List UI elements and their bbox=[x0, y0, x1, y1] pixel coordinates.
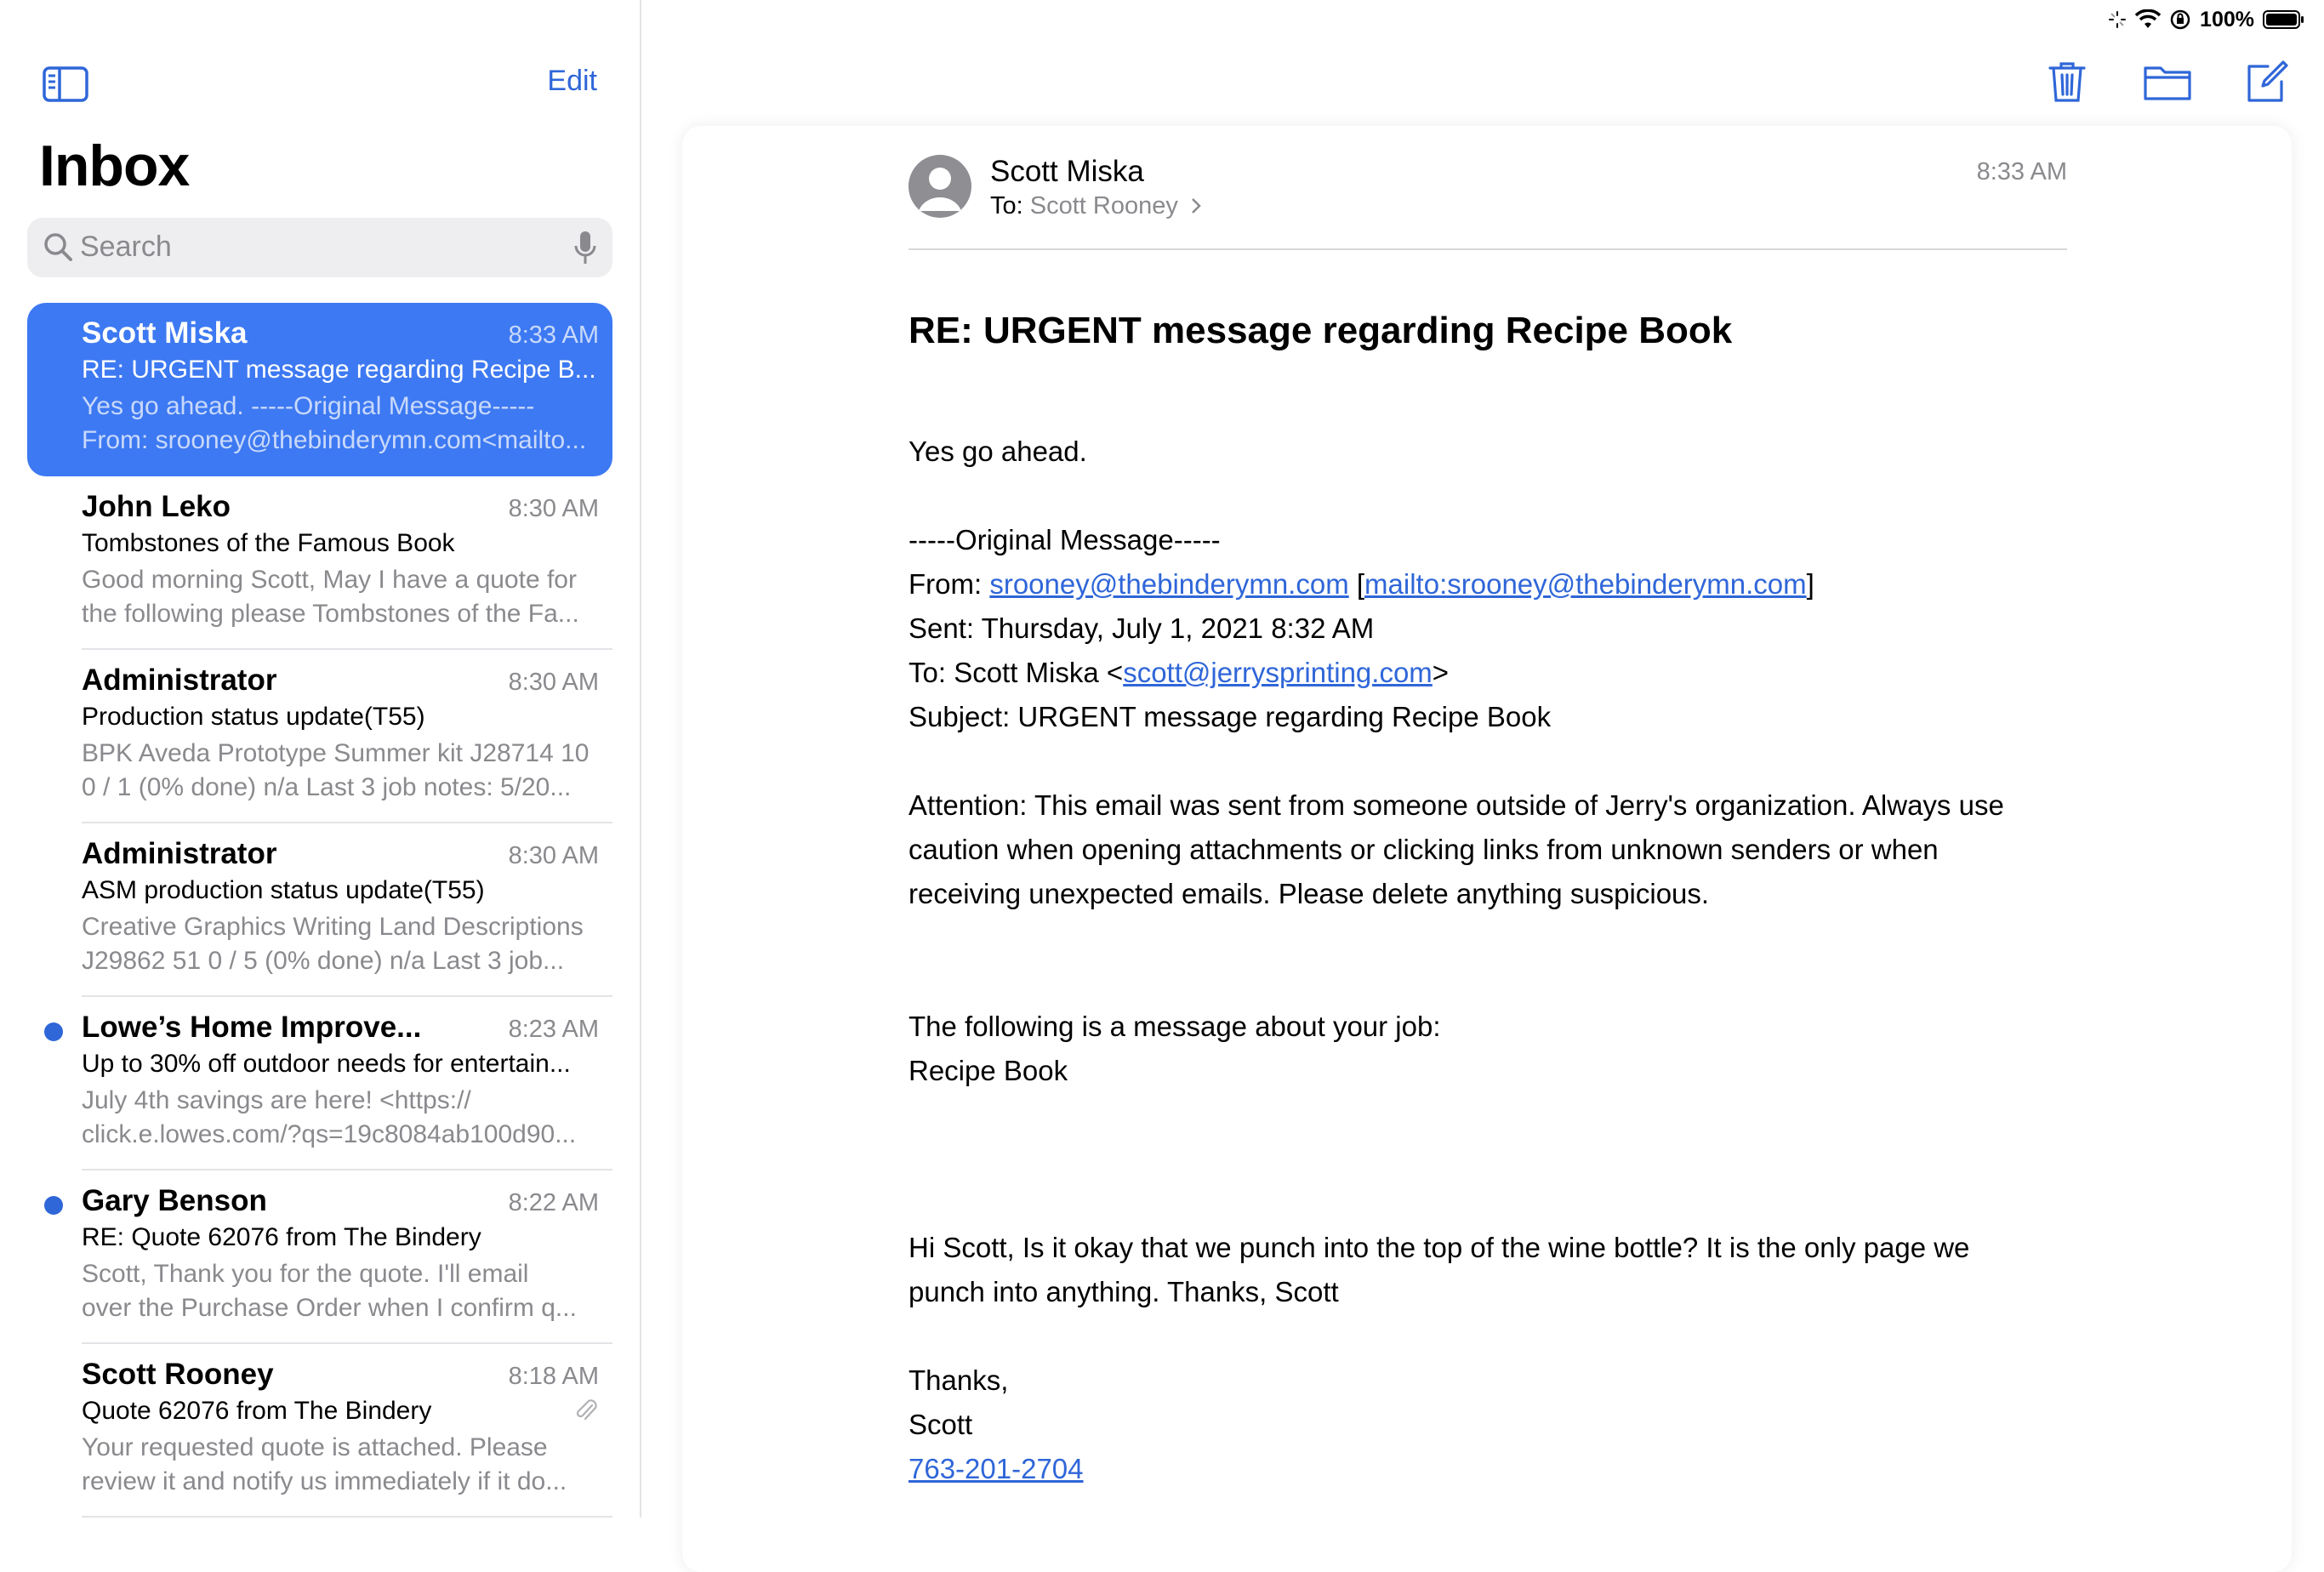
body-line: Sent: Thursday, July 1, 2021 8:32 AM bbox=[909, 612, 1375, 644]
body-line: Subject: URGENT message regarding Recipe Book bbox=[909, 701, 1552, 732]
bracket-text: [ bbox=[1348, 568, 1365, 600]
header-divider bbox=[909, 248, 2067, 250]
edit-button[interactable]: Edit bbox=[547, 65, 597, 97]
unread-indicator bbox=[44, 1022, 63, 1041]
phone-link[interactable]: 763-201-2704 bbox=[909, 1453, 1084, 1484]
message-subject: RE: Quote 62076 from The Bindery bbox=[82, 1223, 481, 1251]
message-subject: Tombstones of the Famous Book bbox=[82, 529, 455, 557]
message-sender: Scott Rooney bbox=[82, 1358, 274, 1391]
message-list-item[interactable] bbox=[27, 1344, 612, 1518]
body-line: Hi Scott, Is it okay that we punch into the top of the wine bottle? It is the only page we bbox=[909, 1232, 1970, 1263]
battery-percent: 100% bbox=[2200, 7, 2254, 31]
message-subject: Production status update(T55) bbox=[82, 703, 425, 731]
message-preview-line: BPK Aveda Prototype Summer kit J28714 10 bbox=[82, 739, 590, 767]
compose-icon[interactable] bbox=[2242, 58, 2290, 105]
mailto-link[interactable]: mailto:srooney@thebinderymn.com bbox=[1364, 568, 1807, 600]
message-subject: RE: URGENT message regarding Recipe Book bbox=[909, 310, 1733, 351]
message-time: 8:33 AM bbox=[508, 322, 599, 349]
bracket-text: ] bbox=[1806, 568, 1814, 600]
trash-icon[interactable] bbox=[2043, 58, 2091, 105]
message-from[interactable]: Scott Miska bbox=[990, 155, 1144, 188]
message-preview-line: Yes go ahead. -----Original Message----- bbox=[82, 392, 535, 420]
recipient-name: Scott Rooney bbox=[1029, 192, 1178, 219]
email-link[interactable]: srooney@thebinderymn.com bbox=[989, 568, 1349, 600]
body-line: -----Original Message----- bbox=[909, 524, 1221, 555]
message-preview-line: From: srooney@thebinderymn.com<mailto... bbox=[82, 426, 587, 454]
message-time: 8:33 AM bbox=[1976, 158, 2067, 185]
message-preview-line: July 4th savings are here! <https:// bbox=[82, 1086, 471, 1114]
body-line: The following is a message about your job: bbox=[909, 1011, 1441, 1042]
unread-indicator bbox=[44, 1196, 63, 1215]
to-prefix: To: Scott Miska < bbox=[909, 657, 1124, 688]
folder-icon[interactable] bbox=[2142, 58, 2193, 105]
body-line: receiving unexpected emails. Please delete anything suspicious. bbox=[909, 878, 1710, 909]
message-preview bbox=[82, 1257, 606, 1325]
message-preview-line: Scott, Thank you for the quote. I'll email bbox=[82, 1260, 529, 1288]
message-preview-line: review it and notify us immediately if it do... bbox=[82, 1467, 567, 1495]
message-time: 8:23 AM bbox=[508, 1016, 599, 1043]
message-preview bbox=[82, 737, 606, 805]
message-time: 8:30 AM bbox=[508, 495, 599, 522]
message-time: 8:18 AM bbox=[508, 1363, 599, 1390]
message-preview-line: click.e.lowes.com/?qs=19c8084ab100d90... bbox=[82, 1120, 577, 1148]
message-preview bbox=[82, 1084, 606, 1152]
message-sender: Lowe’s Home Improve... bbox=[82, 1011, 422, 1044]
message-list-item[interactable] bbox=[27, 303, 612, 476]
body-line: Thanks, bbox=[909, 1364, 1009, 1396]
message-time: 8:30 AM bbox=[508, 669, 599, 696]
body-line: Attention: This email was sent from someone outside of Jerry's organization. Always use bbox=[909, 789, 2004, 821]
from-label: From: bbox=[909, 568, 990, 600]
message-subject: RE: URGENT message regarding Recipe B... bbox=[82, 356, 596, 384]
email-link[interactable]: scott@jerrysprinting.com bbox=[1123, 657, 1433, 688]
mailbox-title: Inbox bbox=[39, 134, 190, 198]
body-line: Scott bbox=[909, 1409, 973, 1440]
message-preview bbox=[82, 563, 606, 631]
body-line: punch into anything. Thanks, Scott bbox=[909, 1276, 1339, 1307]
sidebar-toggle-icon[interactable] bbox=[43, 66, 88, 102]
message-list-item[interactable] bbox=[27, 823, 612, 997]
message-preview-line: the following please Tombstones of the Fa... bbox=[82, 600, 579, 628]
message-preview-line: J29862 51 0 / 5 (0% done) n/a Last 3 job... bbox=[82, 947, 565, 975]
body-from-line bbox=[909, 562, 1814, 607]
battery-icon bbox=[2263, 9, 2305, 30]
to-label: To: bbox=[990, 192, 1023, 219]
message-preview-line: Good morning Scott, May I have a quote for bbox=[82, 566, 577, 594]
body-to-line bbox=[909, 651, 1449, 695]
message-sender: John Leko bbox=[82, 490, 231, 523]
body-line: Yes go ahead. bbox=[909, 436, 1087, 467]
message-preview-line: Creative Graphics Writing Land Descriptions bbox=[82, 913, 584, 941]
search-icon bbox=[41, 230, 75, 264]
message-time: 8:30 AM bbox=[508, 842, 599, 869]
message-preview-line: 0 / 1 (0% done) n/a Last 3 job notes: 5/20... bbox=[82, 773, 572, 801]
message-time: 8:22 AM bbox=[508, 1189, 599, 1216]
message-sender: Administrator bbox=[82, 837, 277, 870]
message-sender: Administrator bbox=[82, 664, 277, 697]
message-recipients[interactable] bbox=[990, 192, 1202, 220]
person-icon bbox=[909, 155, 971, 218]
orientation-lock-icon bbox=[2169, 9, 2191, 31]
message-list-item[interactable] bbox=[27, 997, 612, 1170]
message-list-item[interactable] bbox=[27, 476, 612, 650]
message-subject: Quote 62076 from The Bindery bbox=[82, 1397, 432, 1425]
body-line: caution when opening attachments or clicking links from unknown senders or when bbox=[909, 834, 1939, 865]
wifi-icon bbox=[2135, 9, 2161, 30]
message-subject: ASM production status update(T55) bbox=[82, 876, 485, 904]
mailbox-sidebar bbox=[0, 0, 641, 1518]
message-list-item[interactable] bbox=[27, 1170, 612, 1344]
message-preview-line: Your requested quote is attached. Please bbox=[82, 1433, 548, 1461]
message-preview bbox=[82, 1431, 606, 1499]
to-suffix: > bbox=[1432, 657, 1450, 688]
body-line: Recipe Book bbox=[909, 1055, 1068, 1086]
status-indicators bbox=[2108, 5, 2305, 34]
chevron-right-icon bbox=[1190, 196, 1202, 215]
message-sender: Gary Benson bbox=[82, 1184, 267, 1217]
avatar bbox=[909, 155, 971, 218]
activity-icon bbox=[2108, 10, 2127, 29]
message-list-item[interactable] bbox=[27, 650, 612, 823]
message-preview bbox=[82, 910, 606, 978]
message-preview-line: over the Purchase Order when I confirm q... bbox=[82, 1294, 577, 1322]
search-field[interactable] bbox=[27, 218, 612, 277]
message-preview bbox=[82, 390, 606, 458]
microphone-icon[interactable] bbox=[573, 230, 597, 267]
message-sender: Scott Miska bbox=[82, 316, 248, 350]
search-placeholder: Search bbox=[80, 231, 172, 263]
message-subject: Up to 30% off outdoor needs for entertain... bbox=[82, 1050, 571, 1078]
